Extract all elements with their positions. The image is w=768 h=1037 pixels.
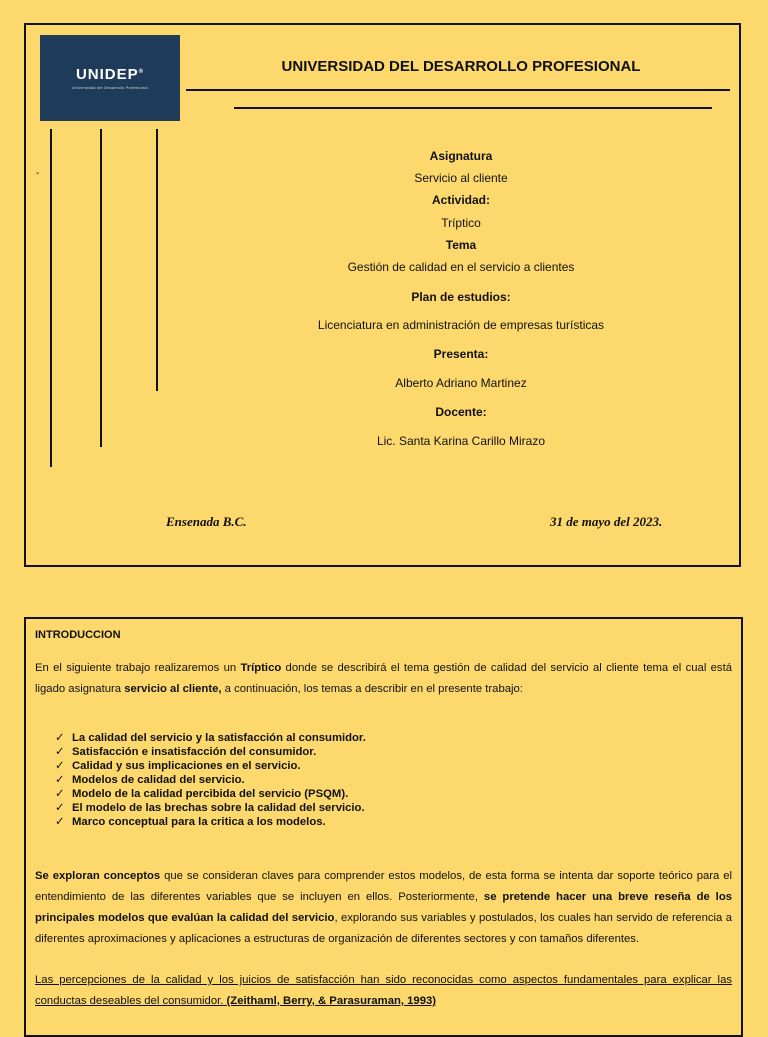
checkmark-icon: ✓ <box>55 788 65 800</box>
intro-heading: INTRODUCCION <box>35 629 121 641</box>
university-title: UNIVERSIDAD DEL DESARROLLO PROFESIONAL <box>281 58 641 75</box>
decorative-vertical-line <box>156 129 158 391</box>
intro-paragraph-2 <box>35 866 732 950</box>
field-value-asignatura: Servicio al cliente <box>414 171 508 185</box>
field-label-presenta: Presenta: <box>433 347 489 361</box>
p1-text-2: donde se describirá el tema gestión de calidad del servicio al cliente tema el cual está ligado asignatura <box>35 662 732 695</box>
checkmark-icon: ✓ <box>55 732 65 744</box>
p1-text-3: a continuación, los temas a describir en el presente trabajo: <box>221 683 523 695</box>
checkmark-icon: ✓ <box>55 746 65 758</box>
logo-subtitle: Universidad del Desarrollo Profesional <box>72 85 148 90</box>
field-value-tema: Gestión de calidad en el servicio a clientes <box>347 260 575 274</box>
title-rule-bottom <box>234 107 712 109</box>
p2-text: que se consideran claves para comprender estos modelos, de esta forma se intenta dar soporte teórico para el entendimiento de las diferentes variables que se incluyen en ellos. Posteriormente, <box>35 870 732 903</box>
field-label-actividad: Actividad: <box>431 193 490 207</box>
p1-bold-triptico: Tríptico <box>240 662 282 674</box>
introduction-page <box>24 617 743 1037</box>
checkmark-icon: ✓ <box>55 774 65 786</box>
field-value-actividad: Tríptico <box>441 216 481 230</box>
list-item: ✓ Marco conceptual para la critica a los modelos. <box>35 815 732 829</box>
place: Ensenada B.C. <box>166 514 247 529</box>
field-label-asignatura: Asignatura <box>429 149 493 163</box>
field-value-plan: Licenciatura en administración de empresas turísticas <box>317 318 605 332</box>
list-item: ✓ Modelos de calidad del servicio. <box>35 773 732 787</box>
stray-dash: - <box>36 168 40 179</box>
p2-text-2: , explorando sus variables y postulados, los cuales han servido de referencia a diferentes aproximaciones y aplicaciones a estructuras de organización de diferentes sectores y con tamaños diferentes. <box>35 912 732 945</box>
cover-page <box>24 23 741 567</box>
logo-wordmark: UNIDEP® <box>75 66 145 83</box>
decorative-vertical-line <box>50 129 52 467</box>
p2-bold-lead: Se exploran conceptos <box>35 870 161 882</box>
field-label-tema: Tema <box>445 238 477 252</box>
intro-paragraph-3 <box>35 970 732 1012</box>
p3-citation: (Zeithaml, Berry, & Parasuraman, 1993) <box>226 995 437 1007</box>
title-rule-top <box>186 89 730 91</box>
intro-paragraph-1 <box>35 658 732 700</box>
checkmark-icon: ✓ <box>55 802 65 814</box>
p1-bold-servicio: servicio al cliente, <box>124 683 222 695</box>
field-value-docente: Lic. Santa Karina Carillo Mirazo <box>376 434 546 448</box>
list-item: ✓ El modelo de las brechas sobre la calidad del servicio. <box>35 801 732 815</box>
unidep-logo <box>40 35 180 121</box>
date: 31 de mayo del 2023. <box>550 514 663 529</box>
list-item: ✓ Modelo de la calidad percibida del servicio (PSQM). <box>35 787 732 801</box>
field-label-plan: Plan de estudios: <box>411 290 511 304</box>
list-item: ✓ La calidad del servicio y la satisfacción al consumidor. <box>35 731 732 745</box>
checkmark-icon: ✓ <box>55 760 65 772</box>
topics-list <box>35 731 732 829</box>
list-item: ✓ Satisfacción e insatisfacción del consumidor. <box>35 745 732 759</box>
p1-text: En el siguiente trabajo realizaremos un <box>35 662 241 674</box>
p2-bold-mid: se pretende hacer una breve reseña de los principales modelos que evalúan la calidad del servicio <box>35 891 732 924</box>
p3-text: Las percepciones de la calidad y los juicios de satisfacción han sido reconocidas como aspectos fundamentales para explicar las conductas deseables del consumidor. <box>35 974 732 1007</box>
field-label-docente: Docente: <box>435 405 487 419</box>
list-item: ✓ Calidad y sus implicaciones en el servicio. <box>35 759 732 773</box>
field-value-presenta: Alberto Adriano Martinez <box>395 376 527 390</box>
decorative-vertical-line <box>100 129 102 447</box>
checkmark-icon: ✓ <box>55 816 65 828</box>
